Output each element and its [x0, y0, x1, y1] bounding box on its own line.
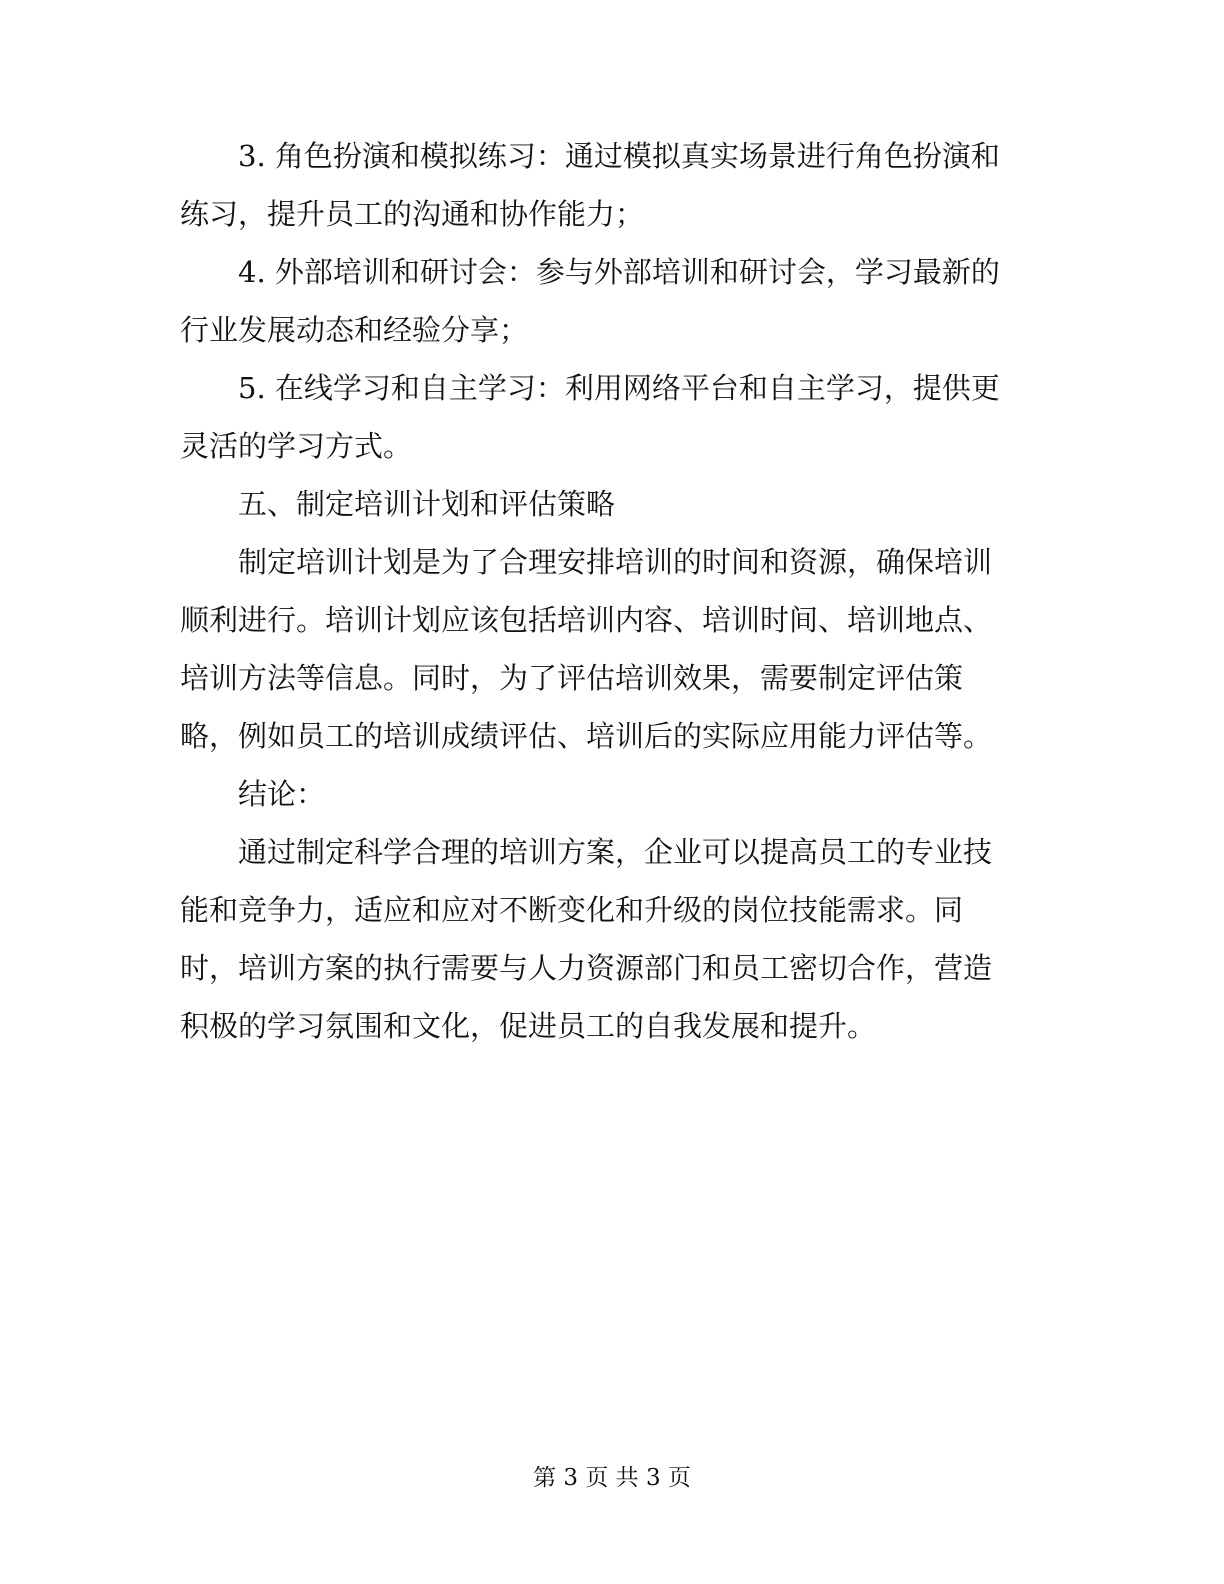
conclusion-paragraph-line-2: 能和竞争力，适应和应对不断变化和升级的岗位技能需求。同: [180, 893, 964, 927]
conclusion-heading: 结论：: [238, 777, 326, 811]
section-5-paragraph-line-3: 培训方法等信息。同时，为了评估培训效果，需要制定评估策: [180, 661, 964, 695]
list-item-4-line-2: 行业发展动态和经验分享；: [180, 313, 529, 347]
list-item-4-line-1: 4. 外部培训和研讨会：参与外部培训和研讨会，学习最新的: [238, 255, 1000, 289]
list-item-3-line-1: 3. 角色扮演和模拟练习：通过模拟真实场景进行角色扮演和: [238, 139, 1000, 173]
section-5-paragraph-line-2: 顺利进行。培训计划应该包括培训内容、培训时间、培训地点、: [180, 603, 993, 637]
section-5-paragraph-line-4: 略，例如员工的培训成绩评估、培训后的实际应用能力评估等。: [180, 719, 993, 753]
conclusion-paragraph-line-3: 时，培训方案的执行需要与人力资源部门和员工密切合作，营造: [180, 951, 993, 985]
document-body: [180, 127, 1030, 1055]
list-item-3-line-2: 练习，提升员工的沟通和协作能力；: [180, 197, 645, 231]
page-number-footer: 第 3 页 共 3 页: [533, 1465, 691, 1491]
section-heading-5: 五、制定培训计划和评估策略: [238, 487, 616, 521]
section-5-paragraph-line-1: 制定培训计划是为了合理安排培训的时间和资源，确保培训: [238, 545, 993, 579]
conclusion-paragraph-line-1: 通过制定科学合理的培训方案，企业可以提高员工的专业技: [238, 835, 993, 869]
list-item-5-line-2: 灵活的学习方式。: [180, 429, 413, 463]
list-item-5-line-1: 5. 在线学习和自主学习：利用网络平台和自主学习，提供更: [238, 371, 1000, 405]
conclusion-paragraph-line-4: 积极的学习氛围和文化，促进员工的自我发展和提升。: [180, 1009, 877, 1043]
